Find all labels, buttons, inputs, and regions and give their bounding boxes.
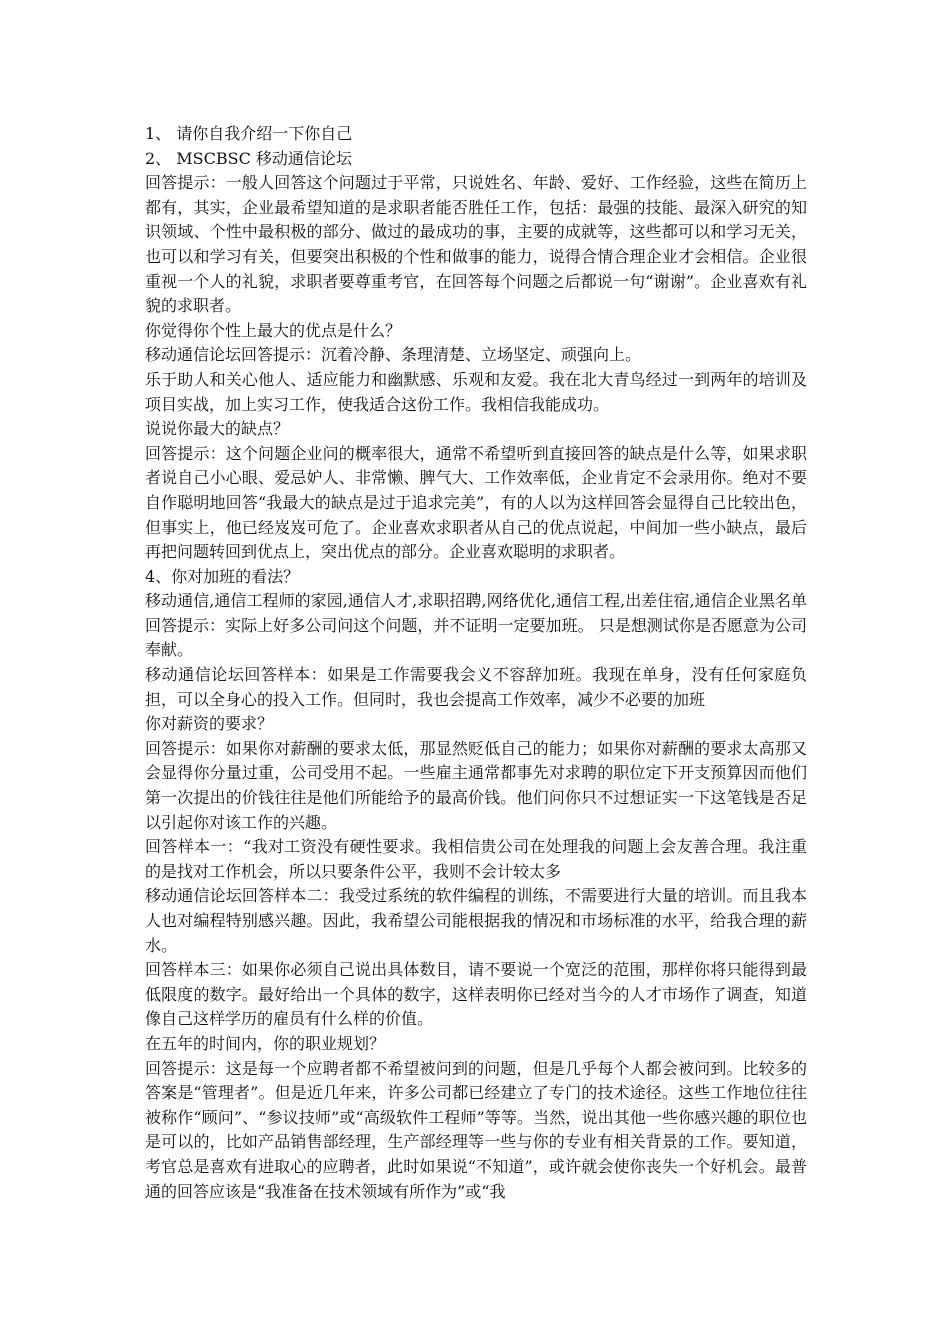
paragraph-overtime-sample: 移动通信论坛回答样本：如果是工作需要我会义不容辞加班。我现在单身，没有任何家庭负担，可以全身心的投入工作。但同时，我也会提高工作效率，减少不必要的加班 [145, 665, 807, 709]
paragraph-salary-sample-2: 移动通信论坛回答样本二：我受过系统的软件编程的训练，不需要进行大量的培训。而且我本人也对编程特别感兴趣。因此，我希望公司能根据我的情况和市场标准的水平，给我合理的薪水。 [145, 886, 807, 955]
paragraph-strength-answer: 乐于助人和关心他人、适应能力和幽默感、乐观和友爱。我在北大青鸟经过一到两年的培训及项目实战，加上实习工作，使我适合这份工作。我相信我能成功。 [145, 369, 807, 414]
paragraph-overtime-tip: 移动通信,通信工程师的家园,通信人才,求职招聘,网络优化,通信工程,出差住宿,通信企业黑名单回答提示：实际上好多公司问这个问题，并不证明一定要加班。 只是想测试你是否愿意为公司奉献。 [145, 591, 807, 660]
heading-forum: 2、 MSCBSC 移动通信论坛 [145, 148, 352, 168]
paragraph-salary-tip: 回答提示：如果你对薪酬的要求太低，那显然贬低自己的能力；如果你对薪酬的要求太高那又会显得你分量过重，公司受用不起。一些雇主通常都事先对求聘的职位定下开支预算因而他们第一次提出的价钱往往是他们所能给予的最高价钱。他们问你只不过想证实一下这笔钱是否足以引起你对该工作的兴趣。 [145, 738, 807, 832]
question-salary: 你对薪资的要求？ [145, 714, 274, 734]
question-weakness: 说说你最大的缺点？ [145, 419, 290, 439]
paragraph-self-intro-tip: 回答提示：一般人回答这个问题过于平常，只说姓名、年龄、爱好、工作经验，这些在简历上都有，其实，企业最希望知道的是求职者能否胜任工作，包括：最强的技能、最深入研究的知识领域、个性中最积极的部分、做过的最成功的事，主要的成就等，这些都可以和学习无关，也可以和学习有关，但要突出积极的个性和做事的能力，说得合情合理企业才会相信。企业很重视一个人的礼貌，求职者要尊重考官，在回答每个问题之后都说一句“谢谢”。企业喜欢有礼貌的求职者。 [145, 173, 807, 316]
question-overtime: 4、你对加班的看法？ [145, 566, 300, 586]
heading-self-intro: 1、 请你自我介绍一下你自己 [145, 124, 353, 143]
paragraph-strength-tip: 移动通信论坛回答提示：沉着冷静、条理清楚、立场坚定、顽强向上。 [145, 345, 642, 365]
paragraph-weakness-tip: 回答提示：这个问题企业问的概率很大，通常不希望听到直接回答的缺点是什么等，如果求职者说自己小心眼、爱忌妒人、非常懒、脾气大、工作效率低，企业肯定不会录用你。绝对不要自作聪明地回答“我最大的缺点是过于追求完美”，有的人以为这样回答会显得自己比较出色，但事实上，他已经岌岌可危了。企业喜欢求职者从自己的优点说起，中间加一些小缺点，最后再把问题转回到优点上，突出优点的部分。企业喜欢聪明的求职者。 [145, 443, 807, 562]
question-career-plan: 在五年的时间内，你的职业规划？ [145, 1033, 386, 1053]
paragraph-career-plan-tip: 回答提示：这是每一个应聘者都不希望被问到的问题，但是几乎每个人都会被问到。比较多的答案是“管理者”。但是近几年来，许多公司都已经建立了专门的技术途径。这些工作地位往往被称作“顾问”、“参议技师”或“高级软件工程师”等等。当然，说出其他一些你感兴趣的职位也是可以的，比如产品销售部经理，生产部经理等一些与你的专业有相关背景的工作。要知道，考官总是喜欢有进取心的应聘者，此时如果说“不知道”，或许就会使你丧失一个好机会。最普通的回答应该是“我准备在技术领域有所作为”或“我 [145, 1058, 807, 1201]
question-strength: 你觉得你个性上最大的优点是什么？ [145, 320, 402, 340]
document-page [145, 122, 807, 1204]
paragraph-salary-sample-3: 回答样本三：如果你必须自己说出具体数目，请不要说一个宽泛的范围，那样你将只能得到最低限度的数字。最好给出一个具体的数字，这样表明你已经对当今的人才市场作了调查，知道像自己这样学历的雇员有什么样的价值。 [145, 960, 807, 1029]
paragraph-salary-sample-1: 回答样本一：“我对工资没有硬性要求。我相信贵公司在处理我的问题上会友善合理。我注重的是找对工作机会，所以只要条件公平，我则不会计较太多 [145, 837, 807, 881]
